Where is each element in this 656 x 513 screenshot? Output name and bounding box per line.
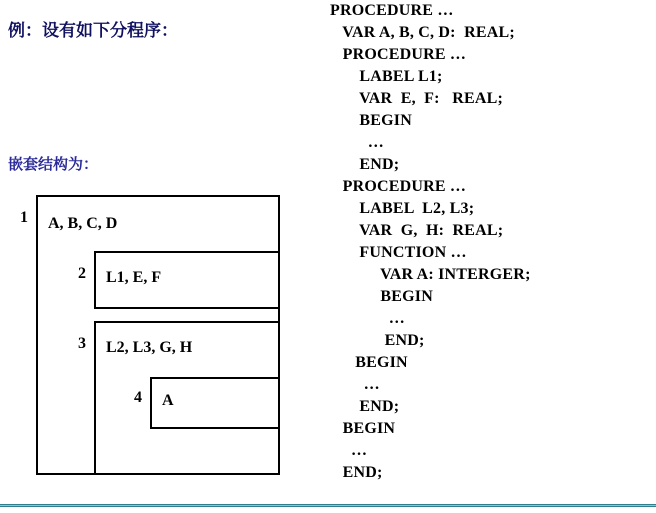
code-line: VAR G, H: REAL; [330, 222, 504, 239]
code-line: PROCEDURE … [330, 178, 467, 195]
code-line: FUNCTION … [330, 244, 467, 261]
scope-box-label-2: L1, E, F [106, 269, 162, 286]
code-line: … [330, 134, 384, 151]
page-title: 例：设有如下分程序： [8, 21, 178, 41]
code-line: VAR A: INTERGER; [330, 266, 531, 283]
code-listing [330, 0, 656, 513]
footer-divider-inner [0, 505, 656, 506]
footer-divider [0, 504, 656, 507]
nesting-structure-heading: 嵌套结构为： [8, 155, 99, 173]
code-line: END; [330, 398, 400, 415]
level-number-3: 3 [78, 335, 86, 352]
code-line: BEGIN [330, 354, 408, 371]
code-line: BEGIN [330, 420, 396, 437]
code-line: END; [330, 464, 383, 481]
scope-box-label-3: L2, L3, G, H [106, 339, 193, 356]
scope-box-label-4: A [162, 392, 174, 409]
code-line: … [330, 376, 380, 393]
scope-box-level-2 [94, 251, 280, 309]
code-line: END; [330, 332, 425, 349]
level-number-4: 4 [134, 389, 142, 406]
code-line: BEGIN [330, 288, 433, 305]
code-line: VAR A, B, C, D: REAL; [330, 24, 515, 41]
code-line: PROCEDURE … [330, 2, 454, 19]
left-column [0, 0, 300, 513]
code-line: PROCEDURE … [330, 46, 467, 63]
code-line: BEGIN [330, 112, 412, 129]
nesting-diagram [20, 195, 282, 475]
code-line: LABEL L1; [330, 68, 443, 85]
code-line: VAR E, F: REAL; [330, 90, 504, 107]
code-line: END; [330, 156, 400, 173]
level-number-1: 1 [20, 209, 28, 226]
level-number-2: 2 [78, 265, 86, 282]
code-line: LABEL L2, L3; [330, 200, 475, 217]
scope-box-label-1: A, B, C, D [48, 215, 118, 232]
code-line: … [330, 310, 405, 327]
code-line: … [330, 442, 368, 459]
scope-box-level-4 [150, 377, 280, 429]
